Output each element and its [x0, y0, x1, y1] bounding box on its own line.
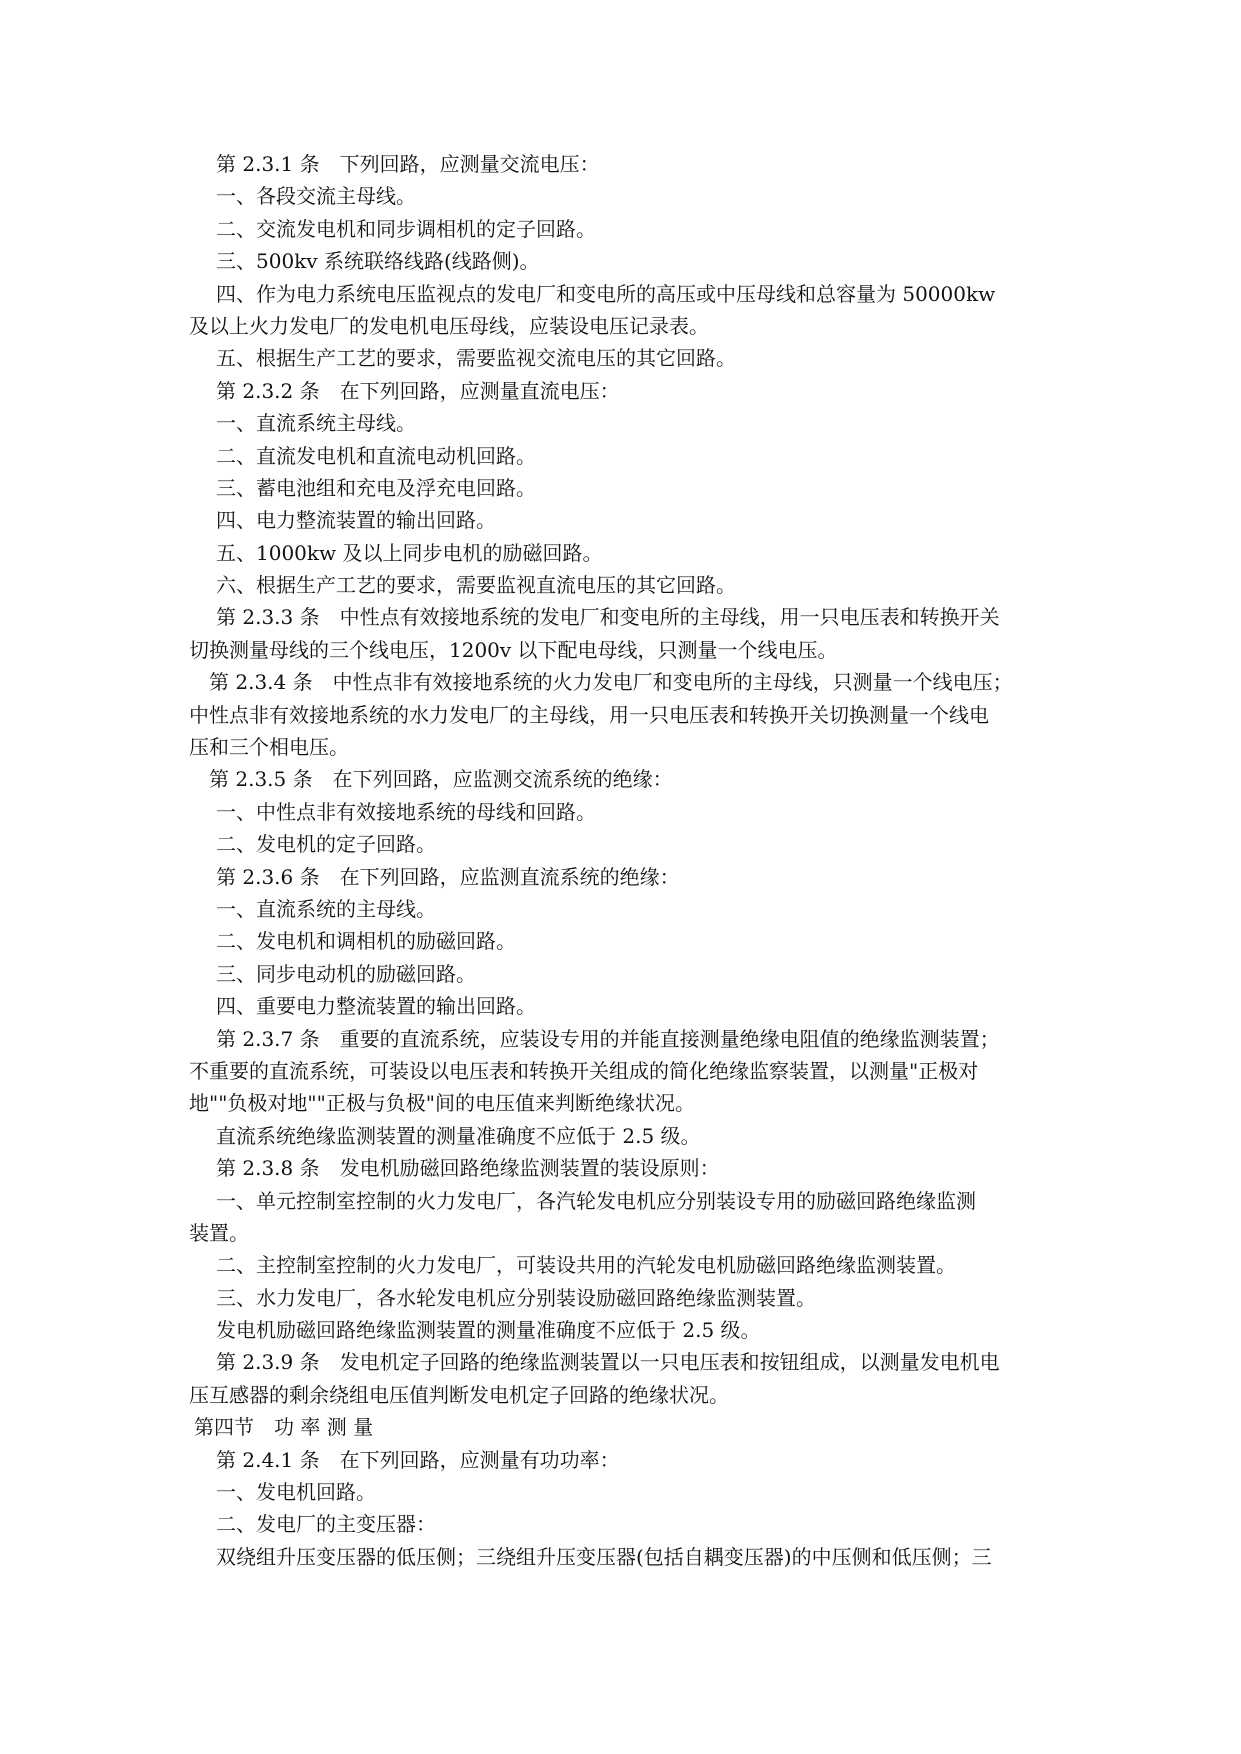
article-2-3-6-heading: 第 2.3.6 条 在下列回路，应监测直流系统的绝缘：	[216, 864, 680, 889]
article-2-3-9-heading: 第 2.3.9 条 发电机定子回路的绝缘监测装置以一只电压表和按钮组成，以测量发电机电	[216, 1350, 1000, 1375]
paragraph-continuation: 中性点非有效接地系统的水力发电厂的主母线，用一只电压表和转换开关切换测量一个线电	[189, 702, 989, 727]
list-item: 二、直流发电机和直流电动机回路。	[216, 443, 536, 468]
list-item: 六、根据生产工艺的要求，需要监视直流电压的其它回路。	[216, 573, 736, 598]
list-item: 三、同步电动机的励磁回路。	[216, 961, 476, 986]
list-item: 五、1000kw 及以上同步电机的励磁回路。	[216, 540, 603, 565]
section-4-heading: 第四节 功 率 测 量	[194, 1415, 374, 1440]
paragraph-continuation: 切换测量母线的三个线电压，1200v 以下配电母线，只测量一个线电压。	[189, 637, 838, 662]
paragraph: 发电机励磁回路绝缘监测装置的测量准确度不应低于 2.5 级。	[216, 1318, 761, 1343]
paragraph-continuation: 不重要的直流系统，可装设以电压表和转换开关组成的简化绝缘监察装置，以测量"正极对	[189, 1058, 979, 1083]
article-2-3-7-heading: 第 2.3.7 条 重要的直流系统，应装设专用的并能直接测量绝缘电阻值的绝缘监测装置；	[216, 1026, 1000, 1051]
list-item: 三、500kv 系统联络线路(线路侧)。	[216, 249, 540, 274]
list-item: 五、根据生产工艺的要求，需要监视交流电压的其它回路。	[216, 346, 736, 371]
paragraph-continuation: 压互感器的剩余绕组电压值判断发电机定子回路的绝缘状况。	[189, 1382, 729, 1407]
list-item: 一、单元控制室控制的火力发电厂，各汽轮发电机应分别装设专用的励磁回路绝缘监测	[216, 1188, 976, 1213]
article-2-3-3-heading: 第 2.3.3 条 中性点有效接地系统的发电厂和变电所的主母线，用一只电压表和转换开关	[216, 605, 1000, 630]
article-2-3-5-heading: 第 2.3.5 条 在下列回路，应监测交流系统的绝缘：	[209, 767, 673, 792]
paragraph: 双绕组升压变压器的低压侧；三绕组升压变压器(包括自耦变压器)的中压侧和低压侧；三	[216, 1544, 992, 1569]
list-item: 二、交流发电机和同步调相机的定子回路。	[216, 216, 596, 241]
article-2-3-4-heading: 第 2.3.4 条 中性点非有效接地系统的火力发电厂和变电所的主母线，只测量一个线电压；	[209, 670, 1013, 695]
document-body	[189, 148, 1055, 1573]
article-2-4-1-heading: 第 2.4.1 条 在下列回路，应测量有功功率：	[216, 1447, 620, 1472]
paragraph-continuation: 装置。	[189, 1220, 249, 1245]
paragraph-continuation: 地""负极对地""正极与负极"间的电压值来判断绝缘状况。	[189, 1091, 695, 1116]
list-item: 二、发电厂的主变压器：	[216, 1512, 436, 1537]
list-item: 四、作为电力系统电压监视点的发电厂和变电所的高压或中压母线和总容量为 50000kw	[216, 281, 996, 306]
article-2-3-2-heading: 第 2.3.2 条 在下列回路，应测量直流电压：	[216, 378, 620, 403]
list-item: 一、直流系统的主母线。	[216, 896, 436, 921]
article-2-3-1-heading: 第 2.3.1 条 下列回路，应测量交流电压：	[216, 152, 600, 176]
list-item: 三、水力发电厂，各水轮发电机应分别装设励磁回路绝缘监测装置。	[216, 1285, 816, 1310]
list-item: 二、发电机和调相机的励磁回路。	[216, 929, 516, 954]
paragraph: 直流系统绝缘监测装置的测量准确度不应低于 2.5 级。	[216, 1123, 701, 1148]
list-item: 四、重要电力整流装置的输出回路。	[216, 994, 536, 1019]
article-2-3-8-heading: 第 2.3.8 条 发电机励磁回路绝缘监测装置的装设原则：	[216, 1156, 720, 1181]
list-item: 一、中性点非有效接地系统的母线和回路。	[216, 799, 596, 824]
list-item: 一、直流系统主母线。	[216, 411, 416, 436]
list-item: 三、蓄电池组和充电及浮充电回路。	[216, 475, 536, 500]
list-item: 一、发电机回路。	[216, 1480, 376, 1505]
list-item: 四、电力整流装置的输出回路。	[216, 508, 496, 533]
paragraph-continuation: 及以上火力发电厂的发电机电压母线，应装设电压记录表。	[189, 313, 709, 338]
paragraph-continuation: 压和三个相电压。	[189, 735, 349, 760]
list-item: 二、发电机的定子回路。	[216, 832, 436, 857]
list-item: 一、各段交流主母线。	[216, 184, 416, 209]
list-item: 二、主控制室控制的火力发电厂，可装设共用的汽轮发电机励磁回路绝缘监测装置。	[216, 1253, 956, 1278]
